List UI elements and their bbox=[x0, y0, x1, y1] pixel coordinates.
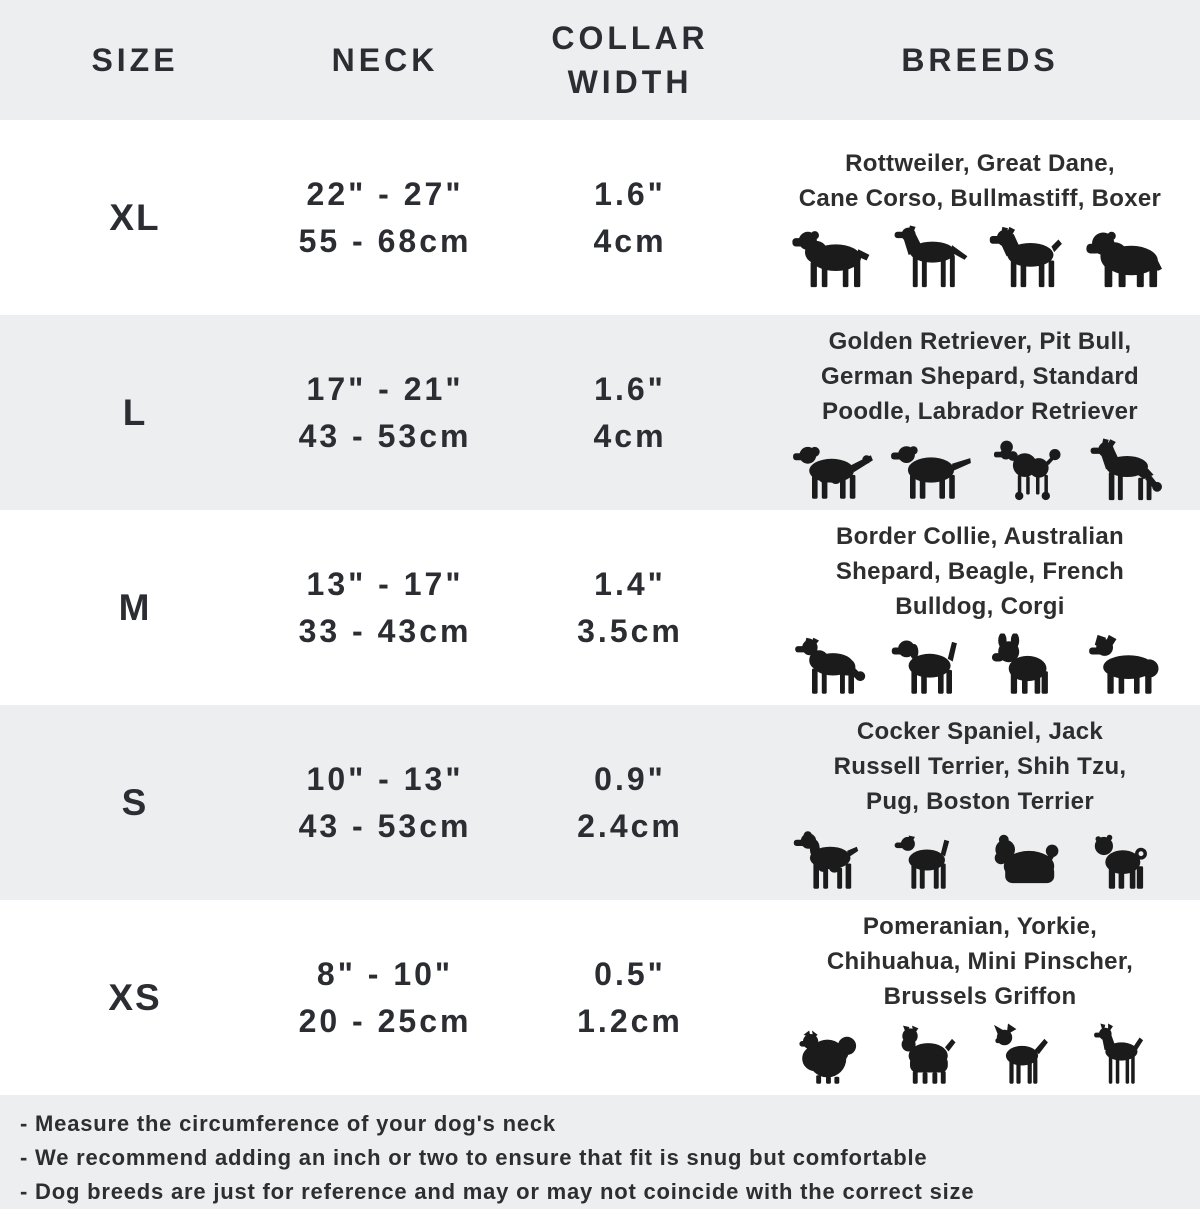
collar-width-cm: 4cm bbox=[593, 417, 667, 454]
breed-names: Golden Retriever, Pit Bull, German Shepard, Standard Poodle, Labrador Retriever bbox=[821, 327, 1139, 425]
breed-names: Rottweiler, Great Dane, Cane Corso, Bullmastiff, Boxer bbox=[798, 150, 1162, 212]
rottweiler-icon bbox=[791, 225, 875, 289]
collar-width-inches: 0.5" bbox=[594, 955, 666, 992]
neck-range-cm: 43 - 53cm bbox=[298, 807, 472, 844]
collar-width-inches: 1.6" bbox=[594, 175, 666, 212]
yorkie-icon bbox=[889, 1023, 973, 1087]
neck-range-cm: 33 - 43cm bbox=[298, 612, 472, 649]
border-collie-icon bbox=[791, 633, 875, 697]
measurement-notes bbox=[0, 1095, 1200, 1209]
min-pin-icon bbox=[1085, 1023, 1169, 1087]
beagle-icon bbox=[889, 633, 973, 697]
size-label: XS bbox=[108, 976, 162, 1018]
cane-corso-icon bbox=[987, 225, 1071, 289]
size-label: S bbox=[121, 781, 149, 823]
size-label: M bbox=[118, 586, 152, 628]
cocker-spaniel-icon bbox=[791, 828, 875, 892]
dog-silhouettes bbox=[791, 436, 1169, 502]
neck-range-inches: 17" - 21" bbox=[306, 370, 464, 407]
dog-silhouettes bbox=[791, 826, 1169, 892]
pomeranian-icon bbox=[791, 1023, 875, 1087]
dog-silhouettes bbox=[791, 223, 1169, 289]
poodle-icon bbox=[987, 438, 1071, 502]
neck-range-inches: 22" - 27" bbox=[306, 175, 464, 212]
collar-width-cm: 1.2cm bbox=[577, 1002, 683, 1039]
table-row-xs bbox=[0, 900, 1200, 1095]
jack-russell-icon bbox=[889, 828, 973, 892]
corgi-icon bbox=[1085, 633, 1169, 697]
table-row-m bbox=[0, 510, 1200, 705]
collar-width-cm: 4cm bbox=[593, 222, 667, 259]
chihuahua-icon bbox=[987, 1023, 1071, 1087]
collar-width-inches: 1.4" bbox=[594, 565, 666, 602]
pug-icon bbox=[1085, 828, 1169, 892]
size-label: XL bbox=[109, 196, 161, 238]
neck-range-cm: 43 - 53cm bbox=[298, 417, 472, 454]
table-row-xl bbox=[0, 120, 1200, 315]
collar-width-inches: 1.6" bbox=[594, 370, 666, 407]
column-header-neck: NECK bbox=[331, 41, 439, 78]
size-label: L bbox=[122, 391, 148, 433]
french-bulldog-icon bbox=[987, 633, 1071, 697]
labrador-icon bbox=[889, 438, 973, 502]
dog-silhouettes bbox=[791, 631, 1169, 697]
golden-retriever-icon bbox=[791, 438, 875, 502]
breed-names: Cocker Spaniel, Jack Russell Terrier, Shih Tzu, Pug, Boston Terrier bbox=[833, 717, 1127, 815]
collar-width-cm: 3.5cm bbox=[577, 612, 683, 649]
breed-names: Pomeranian, Yorkie, Chihuahua, Mini Pinscher, Brussels Griffon bbox=[826, 912, 1134, 1010]
collar-width-cm: 2.4cm bbox=[577, 807, 683, 844]
note-line: - We recommend adding an inch or two to ensure that fit is snug but comfortable bbox=[20, 1145, 928, 1170]
note-line: - Dog breeds are just for reference and may or may not coincide with the correct size bbox=[20, 1179, 975, 1204]
table-row-s bbox=[0, 705, 1200, 900]
dog-silhouettes bbox=[791, 1021, 1169, 1087]
neck-range-inches: 13" - 17" bbox=[306, 565, 464, 602]
great-dane-icon bbox=[889, 225, 973, 289]
neck-range-cm: 20 - 25cm bbox=[298, 1002, 472, 1039]
column-header-collar-width: COLLAR WIDTH bbox=[551, 20, 709, 100]
bullmastiff-icon bbox=[1085, 225, 1169, 289]
table-row-l bbox=[0, 315, 1200, 510]
neck-range-cm: 55 - 68cm bbox=[298, 222, 472, 259]
breed-names: Border Collie, Australian Shepard, Beagle, French Bulldog, Corgi bbox=[835, 522, 1125, 620]
german-shepherd-icon bbox=[1085, 438, 1169, 502]
neck-range-inches: 8" - 10" bbox=[316, 955, 454, 992]
column-header-breeds: BREEDS bbox=[901, 41, 1059, 78]
collar-width-inches: 0.9" bbox=[594, 760, 666, 797]
table-header-row bbox=[0, 0, 1200, 120]
note-line: - Measure the circumference of your dog's neck bbox=[20, 1111, 556, 1136]
neck-range-inches: 10" - 13" bbox=[306, 760, 464, 797]
column-header-size: SIZE bbox=[91, 41, 179, 78]
shih-tzu-icon bbox=[987, 828, 1071, 892]
